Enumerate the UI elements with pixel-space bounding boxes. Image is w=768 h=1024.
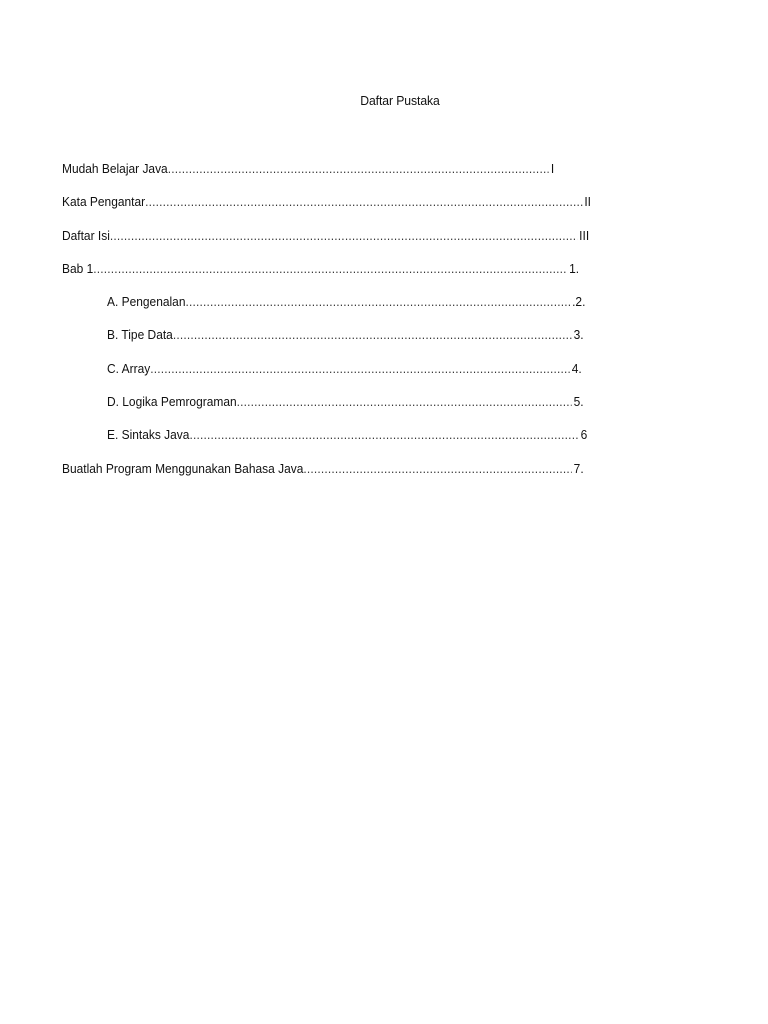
toc-entry-mudah-belajar-java (62, 160, 597, 193)
dot-leader (185, 293, 570, 311)
dot-leader (173, 326, 572, 344)
toc-entry-bab-1 (62, 260, 624, 293)
toc-entry-page: 3. (573, 327, 584, 343)
dot-leader (237, 393, 572, 411)
toc-entry-page: .2. (572, 294, 586, 310)
toc-entry-kata-pengantar (62, 193, 637, 226)
toc-entry-daftar-isi (62, 227, 635, 260)
toc-entry-label: A. Pengenalan (107, 294, 186, 310)
dot-leader (303, 460, 571, 478)
toc-entry-page: 4. (571, 360, 582, 376)
toc-entry-label: Buatlah Program Menggunakan Bahasa Java (62, 460, 304, 476)
dot-leader (168, 160, 549, 178)
toc-entry-pengenalan (107, 293, 627, 326)
toc-entry-logika-pemrograman (107, 393, 625, 426)
toc-entry-page: 7. (573, 460, 584, 476)
table-of-contents (62, 160, 622, 493)
toc-entry-label: C. Array (107, 360, 151, 376)
dot-leader (93, 260, 567, 278)
toc-entry-page: III (579, 227, 590, 243)
toc-entry-page: 5. (573, 394, 584, 410)
toc-entry-label: B. Tipe Data (107, 327, 173, 343)
dot-leader (145, 193, 582, 211)
toc-entry-label: Kata Pengantar (62, 194, 146, 210)
toc-entry-page: I (550, 161, 555, 176)
dot-leader (150, 360, 570, 378)
toc-entry-page: II (584, 194, 591, 210)
toc-entry-label: E. Sintaks Java (107, 427, 190, 443)
toc-entry-tipe-data (107, 326, 625, 359)
toc-entry-buatlah-program (62, 460, 629, 493)
toc-entry-label: Mudah Belajar Java (62, 161, 168, 176)
dot-leader (189, 426, 578, 444)
toc-entry-sintaks-java (107, 426, 629, 459)
document-title: Daftar Pustaka (360, 93, 440, 108)
toc-entry-page: 1. (569, 260, 580, 276)
toc-entry-label: Bab 1 (62, 260, 94, 276)
dot-leader (110, 227, 577, 245)
toc-entry-page: 6 (580, 427, 588, 443)
toc-entry-array (107, 360, 623, 393)
toc-entry-label: Daftar Isi (62, 227, 110, 243)
toc-entry-label: D. Logika Pemrograman (107, 394, 237, 410)
